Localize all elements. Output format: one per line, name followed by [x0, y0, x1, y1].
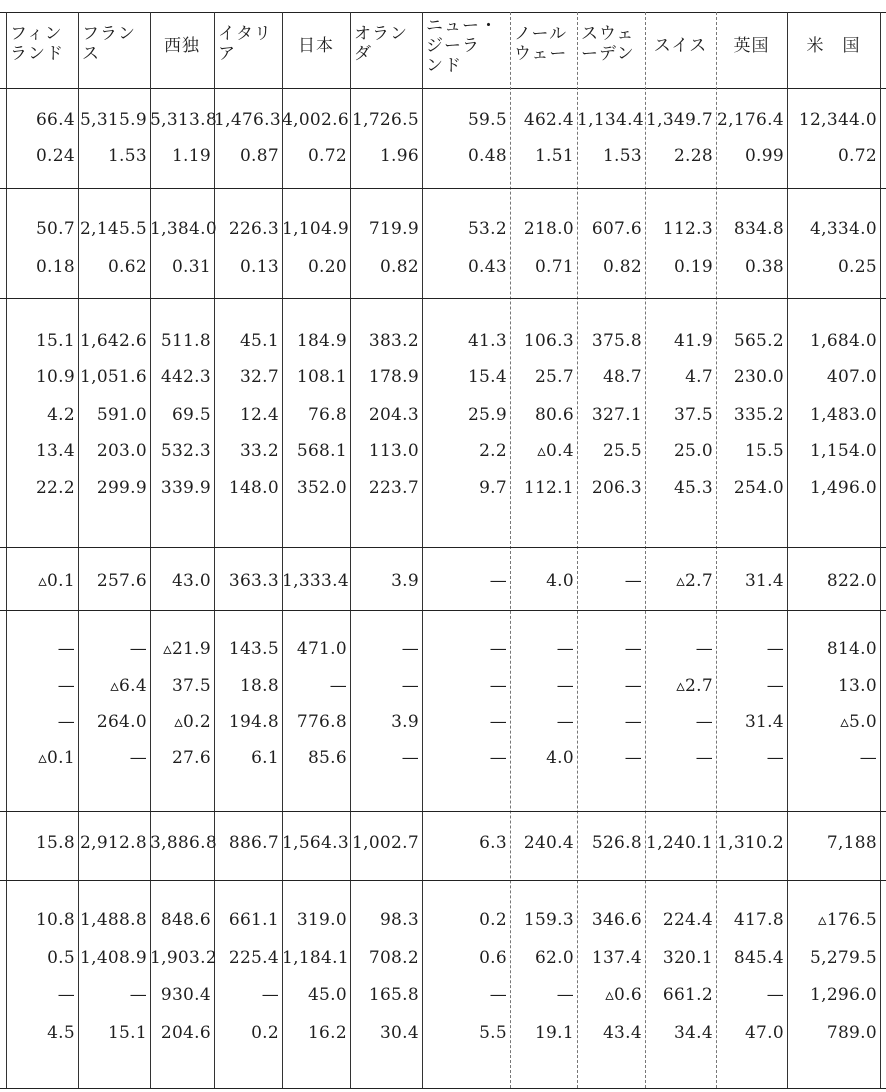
table-cell: — [695, 748, 713, 768]
table-cell: 1,104.9 [282, 219, 349, 239]
table-cell: 85.6 [307, 748, 347, 768]
table-cell: 6.3 [479, 833, 507, 853]
table-cell: 15.5 [744, 441, 784, 461]
table-cell: ▵2.7 [676, 676, 713, 696]
header-rule [0, 88, 886, 89]
table-cell: ▵0.4 [537, 441, 574, 461]
table-cell: 50.7 [35, 219, 75, 239]
group-separator [0, 298, 886, 299]
table-cell: 1.96 [379, 146, 419, 166]
table-cell: 471.0 [296, 639, 347, 659]
table-cell: 30.4 [379, 1023, 419, 1043]
table-cell: — [57, 712, 75, 732]
table-cell: 194.8 [228, 712, 279, 732]
table-cell: 5,279.5 [810, 948, 877, 968]
table-cell: 264.0 [96, 712, 147, 732]
group-separator [0, 880, 886, 881]
table-cell: 1.19 [171, 146, 211, 166]
table-cell: 47.0 [744, 1023, 784, 1043]
table-cell: — [695, 712, 713, 732]
table-cell: — [624, 639, 642, 659]
table-cell: 930.4 [160, 985, 211, 1005]
table-cell: 43.0 [171, 571, 211, 591]
table-cell: 1,310.2 [717, 833, 784, 853]
table-cell: 363.3 [228, 571, 279, 591]
table-cell: 1,726.5 [352, 110, 419, 130]
table-cell: 25.0 [673, 441, 713, 461]
table-cell: — [329, 676, 347, 696]
column-header: 英国 [733, 36, 770, 56]
table-cell: 0.25 [837, 257, 877, 277]
table-cell: 178.9 [368, 367, 419, 387]
table-cell: ▵0.1 [38, 571, 75, 591]
group-separator [0, 188, 886, 189]
table-cell: 98.3 [379, 910, 419, 930]
table-cell: 25.7 [534, 367, 574, 387]
table-cell: 299.9 [96, 478, 147, 498]
table-cell: 43.4 [602, 1023, 642, 1043]
table-cell: 223.7 [368, 478, 419, 498]
table-cell: 45.1 [239, 331, 279, 351]
table-cell: 0.71 [534, 257, 574, 277]
table-cell: 417.8 [733, 910, 784, 930]
table-cell: 112.1 [523, 478, 574, 498]
table-cell: 814.0 [826, 639, 877, 659]
table-cell: 822.0 [826, 571, 877, 591]
table-cell: 4.5 [47, 1023, 75, 1043]
table-cell: 1,184.1 [282, 948, 349, 968]
table-cell: — [624, 748, 642, 768]
table-cell: — [489, 571, 507, 591]
table-cell: 2.2 [479, 441, 507, 461]
table-cell: 607.6 [591, 219, 642, 239]
table-cell: 5.5 [479, 1023, 507, 1043]
table-cell: 1,496.0 [810, 478, 877, 498]
table-cell: 25.9 [467, 405, 507, 425]
table-cell: 33.2 [239, 441, 279, 461]
table-cell: 1,408.9 [80, 948, 147, 968]
table-cell: — [556, 985, 574, 1005]
table-cell: 254.0 [733, 478, 784, 498]
table-cell: 1,134.4 [577, 110, 644, 130]
table-cell: 383.2 [368, 331, 419, 351]
column-header: 米 国 [806, 36, 861, 56]
table-cell: 320.1 [662, 948, 713, 968]
table-cell: 226.3 [228, 219, 279, 239]
table-cell: 31.4 [744, 712, 784, 732]
table-cell: 0.87 [239, 146, 279, 166]
table-cell: 339.9 [160, 478, 211, 498]
table-cell: 66.4 [35, 110, 75, 130]
column-divider [880, 12, 881, 1088]
table-cell: — [401, 639, 419, 659]
table-cell: 2.28 [673, 146, 713, 166]
table-cell: 12.4 [239, 405, 279, 425]
table-cell: — [57, 985, 75, 1005]
table-cell: 12,344.0 [798, 110, 877, 130]
table-cell: 225.4 [228, 948, 279, 968]
table-cell: 22.2 [35, 478, 75, 498]
table-cell: 462.4 [523, 110, 574, 130]
table-cell: 1.53 [602, 146, 642, 166]
table-cell: 48.7 [602, 367, 642, 387]
table-cell: 0.6 [479, 948, 507, 968]
table-cell: 776.8 [296, 712, 347, 732]
table-cell: 257.6 [96, 571, 147, 591]
group-separator [0, 547, 886, 548]
table-cell: 10.8 [35, 910, 75, 930]
table-cell: 0.72 [837, 146, 877, 166]
table-cell: 0.24 [35, 146, 75, 166]
table-cell: — [766, 676, 784, 696]
table-cell: 0.31 [171, 257, 211, 277]
column-header: イタリ ア [218, 24, 272, 64]
table-cell: 661.1 [228, 910, 279, 930]
table-cell: 204.6 [160, 1023, 211, 1043]
table-cell: 407.0 [826, 367, 877, 387]
table-cell: 0.99 [744, 146, 784, 166]
table-cell: 106.3 [523, 331, 574, 351]
table-cell: 41.9 [673, 331, 713, 351]
table-cell: — [489, 748, 507, 768]
table-cell: 69.5 [171, 405, 211, 425]
table-cell: — [401, 676, 419, 696]
table-cell: ▵0.6 [605, 985, 642, 1005]
table-cell: 1.51 [534, 146, 574, 166]
table-cell: — [766, 985, 784, 1005]
table-cell: — [556, 639, 574, 659]
table-cell: 45.0 [307, 985, 347, 1005]
table-cell: 165.8 [368, 985, 419, 1005]
table-cell: 565.2 [733, 331, 784, 351]
table-cell: 0.43 [467, 257, 507, 277]
table-cell: 224.4 [662, 910, 713, 930]
table-cell: 1,684.0 [810, 331, 877, 351]
table-cell: — [556, 712, 574, 732]
table-cell: 526.8 [591, 833, 642, 853]
table-cell: ▵176.5 [817, 910, 877, 930]
column-header: 西独 [164, 36, 200, 56]
table-cell: 0.48 [467, 146, 507, 166]
table-cell: 2,176.4 [717, 110, 784, 130]
table-cell: ▵0.2 [174, 712, 211, 732]
table-cell: 9.7 [479, 478, 507, 498]
table-cell: 25.5 [602, 441, 642, 461]
table-cell: — [261, 985, 279, 1005]
table-cell: 37.5 [171, 676, 211, 696]
table-cell: 4,334.0 [810, 219, 877, 239]
group-separator [0, 610, 886, 611]
table-cell: 1,483.0 [810, 405, 877, 425]
table-cell: 13.4 [35, 441, 75, 461]
column-header: 日本 [298, 36, 334, 56]
table-cell: 0.82 [602, 257, 642, 277]
table-cell: 206.3 [591, 478, 642, 498]
table-cell: 16.2 [307, 1023, 347, 1043]
table-cell: 204.3 [368, 405, 419, 425]
table-cell: 335.2 [733, 405, 784, 425]
table-cell: 4,002.6 [282, 110, 349, 130]
table-cell: — [624, 712, 642, 732]
table-cell: 112.3 [662, 219, 713, 239]
table-cell: 0.62 [107, 257, 147, 277]
table-cell: 834.8 [733, 219, 784, 239]
table-cell: 80.6 [534, 405, 574, 425]
table-cell: 1,154.0 [810, 441, 877, 461]
table-cell: ▵0.1 [38, 748, 75, 768]
table-cell: 0.13 [239, 257, 279, 277]
table-cell: 27.6 [171, 748, 211, 768]
column-header: ノール ウェー [514, 24, 568, 64]
table-cell: 13.0 [837, 676, 877, 696]
table-cell: — [489, 676, 507, 696]
table-cell: — [695, 639, 713, 659]
table-cell: — [129, 748, 147, 768]
table-cell: 0.19 [673, 257, 713, 277]
table-cell: 0.20 [307, 257, 347, 277]
table-cell: — [57, 676, 75, 696]
table-cell: 1,476.3 [214, 110, 281, 130]
table-cell: 53.2 [467, 219, 507, 239]
table-cell: 352.0 [296, 478, 347, 498]
table-cell: 0.2 [479, 910, 507, 930]
table-cell: — [766, 639, 784, 659]
table-cell: 19.1 [534, 1023, 574, 1043]
table-cell: 0.2 [251, 1023, 279, 1043]
table-cell: — [489, 712, 507, 732]
table-cell: 1,384.0 [150, 219, 217, 239]
table-cell: 2,912.8 [80, 833, 147, 853]
table-cell: 1,642.6 [80, 331, 147, 351]
table-cell: 6.1 [251, 748, 279, 768]
table-cell: 1,349.7 [646, 110, 713, 130]
table-cell: 886.7 [228, 833, 279, 853]
table-cell: 7,188 [826, 833, 877, 853]
table-cell: 1,903.2 [150, 948, 217, 968]
table-cell: 845.4 [733, 948, 784, 968]
table-cell: 15.1 [35, 331, 75, 351]
table-cell: 32.7 [239, 367, 279, 387]
table-cell: 59.5 [467, 110, 507, 130]
table-cell: 108.1 [296, 367, 347, 387]
table-cell: 1.53 [107, 146, 147, 166]
group-separator [0, 811, 886, 812]
table-cell: 1,564.3 [282, 833, 349, 853]
table-cell: 848.6 [160, 910, 211, 930]
table-cell: 5,313.8 [150, 110, 217, 130]
table-cell: 532.3 [160, 441, 211, 461]
table-cell: 1,240.1 [646, 833, 713, 853]
table-cell: 15.4 [467, 367, 507, 387]
table-cell: 3,886.8 [150, 833, 217, 853]
table-cell: 1,488.8 [80, 910, 147, 930]
table-cell: 3.9 [391, 712, 419, 732]
table-cell: 0.5 [47, 948, 75, 968]
table-cell: 4.2 [47, 405, 75, 425]
table-cell: 2,145.5 [80, 219, 147, 239]
table-cell: 4.7 [685, 367, 713, 387]
table-cell: 10.9 [35, 367, 75, 387]
table-top-border [0, 12, 886, 13]
table-bottom-border [0, 1088, 886, 1089]
table-cell: 1,296.0 [810, 985, 877, 1005]
table-cell: 45.3 [673, 478, 713, 498]
table-cell: 31.4 [744, 571, 784, 591]
table-cell: 137.4 [591, 948, 642, 968]
table-cell: — [489, 639, 507, 659]
table-cell: 0.72 [307, 146, 347, 166]
table-cell: 143.5 [228, 639, 279, 659]
table-cell: 4.0 [546, 571, 574, 591]
table-cell: — [489, 985, 507, 1005]
table-cell: — [556, 676, 574, 696]
table-cell: — [766, 748, 784, 768]
table-cell: — [129, 639, 147, 659]
table-cell: 789.0 [826, 1023, 877, 1043]
table-cell: 37.5 [673, 405, 713, 425]
table-cell: 218.0 [523, 219, 574, 239]
table-cell: 18.8 [239, 676, 279, 696]
column-header: オラン ダ [354, 24, 408, 64]
table-cell: 708.2 [368, 948, 419, 968]
table-cell: 719.9 [368, 219, 419, 239]
column-header: フラン ス [82, 24, 136, 64]
table-cell: 240.4 [523, 833, 574, 853]
table-cell: 442.3 [160, 367, 211, 387]
table-cell: 34.4 [673, 1023, 713, 1043]
table-cell: 203.0 [96, 441, 147, 461]
table-cell: ▵5.0 [840, 712, 877, 732]
table-cell: 4.0 [546, 748, 574, 768]
table-cell: 1,333.4 [282, 571, 349, 591]
table-cell: — [624, 676, 642, 696]
table-cell: 5,315.9 [80, 110, 147, 130]
table-cell: 375.8 [591, 331, 642, 351]
column-header: フィン ランド [10, 24, 64, 64]
table-cell: 346.6 [591, 910, 642, 930]
table-cell: 184.9 [296, 331, 347, 351]
column-header: スウェ ーデン [581, 24, 635, 64]
table-cell: 568.1 [296, 441, 347, 461]
column-header: スイス [653, 36, 708, 56]
table-cell: 661.2 [662, 985, 713, 1005]
column-header: ニュー・ ジーラ ンド [426, 16, 498, 76]
table-cell: — [401, 748, 419, 768]
table-cell: 1,002.7 [352, 833, 419, 853]
table-cell: 0.18 [35, 257, 75, 277]
table-cell: 230.0 [733, 367, 784, 387]
table-cell: — [859, 748, 877, 768]
table-cell: 327.1 [591, 405, 642, 425]
table-cell: ▵2.7 [676, 571, 713, 591]
table-cell: 319.0 [296, 910, 347, 930]
table-cell: 62.0 [534, 948, 574, 968]
table-cell: 511.8 [160, 331, 211, 351]
table-cell: 0.38 [744, 257, 784, 277]
table-cell: — [624, 571, 642, 591]
table-cell: ▵21.9 [163, 639, 211, 659]
table-cell: 148.0 [228, 478, 279, 498]
table-cell: 15.8 [35, 833, 75, 853]
table-cell: 0.82 [379, 257, 419, 277]
table-cell: — [129, 985, 147, 1005]
table-cell: 41.3 [467, 331, 507, 351]
table-cell: ▵6.4 [110, 676, 147, 696]
table-cell: — [57, 639, 75, 659]
table-cell: 3.9 [391, 571, 419, 591]
table-cell: 113.0 [368, 441, 419, 461]
table-cell: 15.1 [107, 1023, 147, 1043]
table-cell: 1,051.6 [80, 367, 147, 387]
table-cell: 159.3 [523, 910, 574, 930]
table-cell: 76.8 [307, 405, 347, 425]
table-cell: 591.0 [96, 405, 147, 425]
